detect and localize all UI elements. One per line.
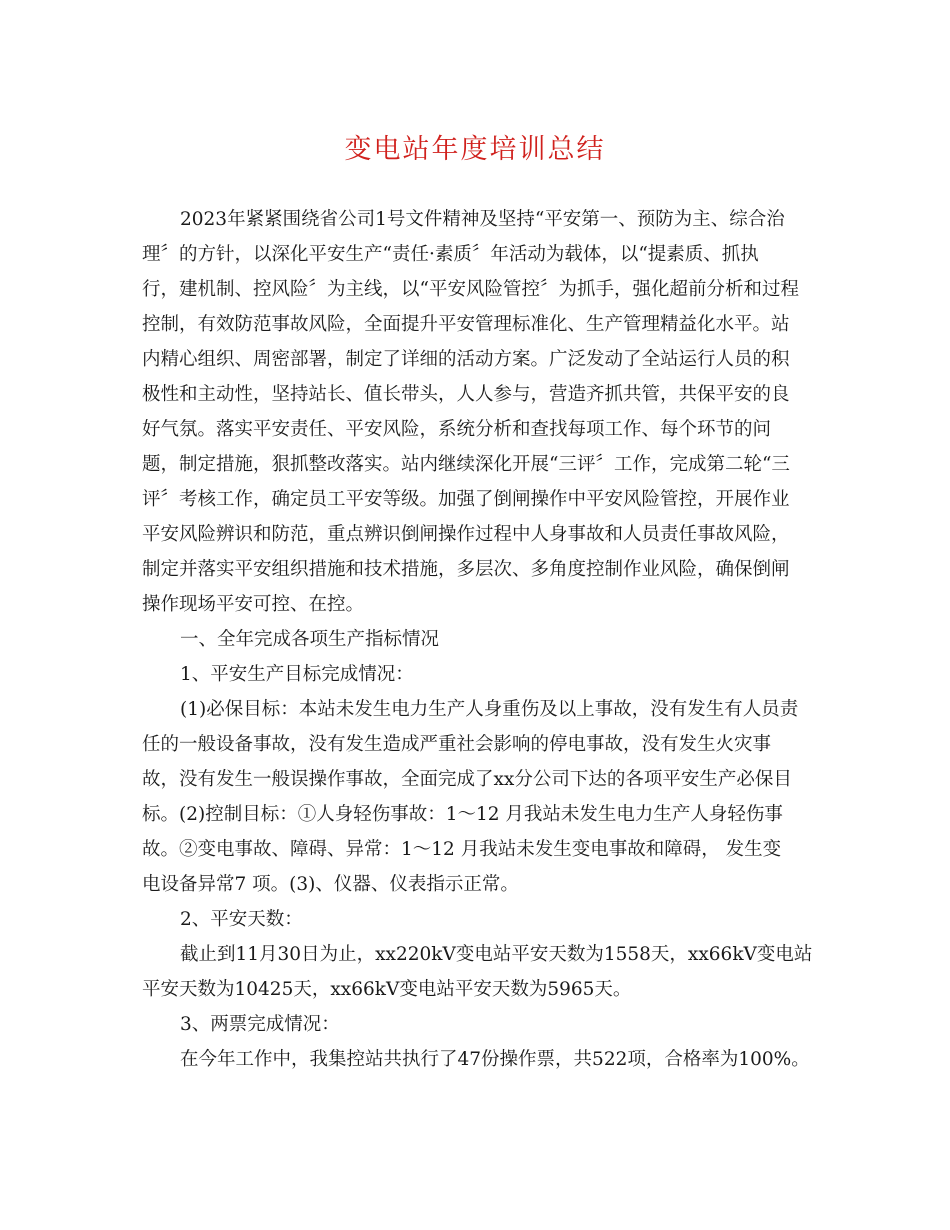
text-line: 故，没有发生一般误操作事故，全面完成了xx分公司下达的各项平安生产必保目 — [142, 769, 792, 790]
text-line: 截止到11月30日为止，xx220kV变电站平安天数为1558天，xx66kV变电站 — [180, 944, 813, 965]
text-line: 好气氛。落实平安责任、平安风险，系统分析和查找每项工作、每个环节的问 — [142, 419, 772, 440]
text-line: 控制，有效防范事故风险，全面提升平安管理标准化、生产管理精益化水平。站 — [142, 314, 790, 335]
text-line: 操作现场平安可控、在控。 — [142, 594, 365, 615]
text-line: 理〞的方针，以深化平安生产“责任·素质〞年活动为载体，以“提素质、抓执 — [142, 244, 759, 265]
text-line: 任的一般设备事故，没有发生造成严重社会影响的停电事故，没有发生火灾事 — [142, 734, 772, 755]
text-line: 内精心组织、周密部署，制定了详细的活动方案。广泛发动了全站运行人员的积 — [142, 349, 790, 370]
text-line: 极性和主动性，坚持站长、值长带头，人人参与，营造齐抓共管，共保平安的良 — [142, 384, 790, 405]
text-line: 评〞考核工作，确定员工平安等级。加强了倒闸操作中平安风险管控，开展作业 — [142, 489, 790, 510]
text-line: 标。(2)控制目标：①人身轻伤事故：1～12 月我站未发生电力生产人身轻伤事 — [142, 804, 783, 825]
text-line: 在今年工作中，我集控站共执行了47份操作票，共522项，合格率为100%。 — [180, 1049, 810, 1070]
subsection-heading: 1、平安生产目标完成情况： — [180, 664, 414, 685]
text-line: (1)必保目标：本站未发生电力生产人身重伤及以上事故，没有发生有人员责 — [180, 699, 799, 720]
text-line: 制定并落实平安组织措施和技术措施，多层次、多角度控制作业风险，确保倒闸 — [142, 559, 790, 580]
text-line: 行，建机制、控风险〞为主线，以“平安风险管控〞为抓手，强化超前分析和过程 — [142, 279, 799, 300]
text-line: 平安天数为10425天，xx66kV变电站平安天数为5965天。 — [142, 979, 632, 1000]
text-line: 平安风险辨识和防范，重点辨识倒闸操作过程中人身事故和人员责任事故风险， — [142, 524, 790, 545]
subsection-heading: 3、两票完成情况： — [180, 1014, 340, 1035]
document-title: 变电站年度培训总结 — [344, 134, 606, 165]
subsection-heading: 2、平安天数： — [180, 909, 303, 930]
text-line: 2023年紧紧围绕省公司1号文件精神及坚持“平安第一、预防为主、综合治 — [180, 209, 785, 230]
section-heading: 一、全年完成各项生产指标情况 — [180, 629, 440, 650]
text-line: 故。②变电事故、障碍、异常：1～12 月我站未发生变电事故和障碍， 发生变 — [142, 839, 782, 860]
text-line: 电设备异常7 项。(3)、仪器、仪表指示正常。 — [142, 874, 519, 895]
text-line: 题，制定措施，狠抓整改落实。站内继续深化开展“三评〞工作，完成第二轮“三 — [142, 454, 790, 475]
